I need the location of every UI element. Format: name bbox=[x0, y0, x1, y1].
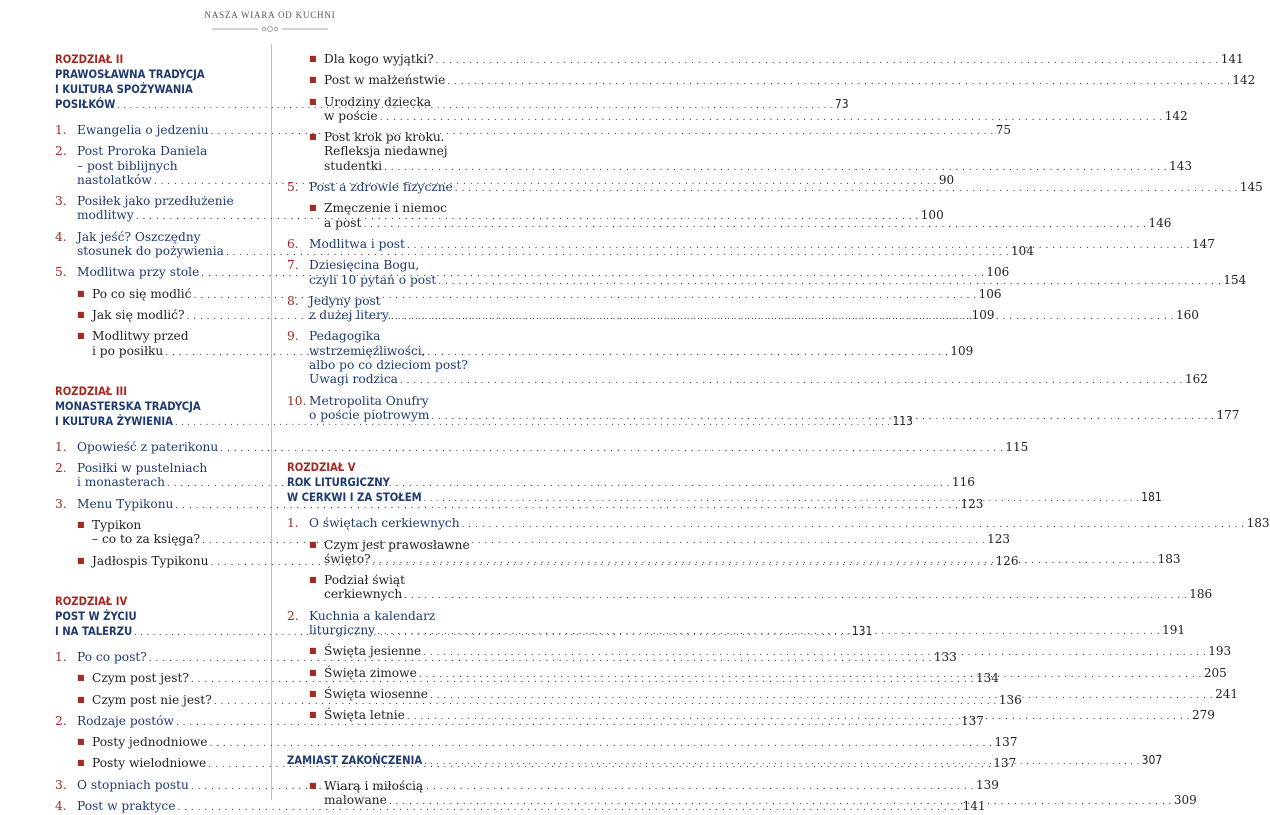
entry-number: 2. bbox=[55, 713, 67, 728]
page-number: 307 bbox=[1141, 752, 1163, 767]
bullet-square-icon: ■ bbox=[77, 309, 85, 319]
chapter-title-line: I KULTURA SPOŻYWANIA bbox=[55, 83, 193, 96]
bullet-square-icon: ■ bbox=[77, 288, 85, 298]
entry-title: o poście piotrowym bbox=[309, 407, 430, 422]
page-number: 100 bbox=[920, 208, 944, 223]
entry-title: Menu Typikonu bbox=[77, 496, 174, 511]
page-number: 160 bbox=[1175, 308, 1199, 323]
bullet-square-icon: ■ bbox=[309, 710, 317, 720]
chapter-title-line: POSIŁKÓW bbox=[55, 98, 116, 111]
toc-subentry[interactable] bbox=[55, 735, 1018, 751]
page-number: 142 bbox=[1164, 108, 1188, 123]
page-number: 139 bbox=[975, 777, 999, 792]
subentry-title: – co to za księga? bbox=[92, 532, 201, 547]
toc-entry[interactable] bbox=[287, 516, 1270, 532]
page-number: 109 bbox=[971, 307, 995, 322]
subentry-title: Czym post nie jest? bbox=[92, 692, 212, 707]
toc-subentry[interactable] bbox=[287, 73, 1256, 89]
entry-title: Metropolita Onufry bbox=[309, 393, 429, 408]
chapter-label: ROZDZIAŁ V bbox=[287, 461, 356, 475]
entry-title: liturgiczny bbox=[309, 623, 376, 638]
page-number: 181 bbox=[1141, 490, 1162, 505]
subentry-title: Święta jesienne bbox=[324, 644, 422, 659]
page-number: 141 bbox=[962, 799, 986, 814]
entry-title: Jedyny post bbox=[309, 293, 381, 308]
entry-title: O stopniach postu bbox=[77, 777, 189, 792]
page-number: 205 bbox=[1203, 665, 1227, 680]
subentry-title: Post krok po kroku. bbox=[324, 130, 445, 145]
subentry-title: Dla kogo wyjątki? bbox=[324, 52, 434, 66]
entry-title: Ewangelia o jedzeniu bbox=[77, 123, 209, 137]
entry-number: 1. bbox=[287, 516, 299, 531]
subentry-title: Refleksja niedawnej bbox=[324, 144, 448, 159]
page-number: 145 bbox=[1239, 180, 1263, 195]
ornament-divider-icon bbox=[210, 24, 330, 34]
page-number: 154 bbox=[1223, 272, 1247, 287]
entry-number: 2. bbox=[55, 461, 67, 476]
entry-title: Opowieść z paterikonu bbox=[77, 439, 219, 454]
entry-title: Post w praktyce bbox=[77, 799, 176, 814]
running-header bbox=[0, 10, 540, 34]
entry-number: 10. bbox=[287, 393, 307, 408]
entry-title: Kuchnia a kalendarz bbox=[309, 608, 436, 623]
page-number: 162 bbox=[1185, 372, 1208, 387]
chapter-title-line: W CERKWI I ZA STOŁEM bbox=[287, 491, 422, 505]
entry-title: stosunek do pożywienia bbox=[77, 244, 224, 259]
chapter-title-line: PRAWOSŁAWNA TRADYCJA bbox=[55, 68, 205, 81]
bullet-square-icon: ■ bbox=[77, 555, 85, 565]
entry-number: 6. bbox=[287, 236, 299, 251]
bullet-square-icon: ■ bbox=[309, 54, 317, 63]
bullet-square-icon: ■ bbox=[77, 758, 85, 768]
page-number: 183 bbox=[1246, 516, 1270, 531]
entry-title: albo po co dzieciom post? bbox=[309, 358, 468, 373]
subentry-title: Post w małżeństwie bbox=[324, 73, 446, 88]
toc-subentry[interactable] bbox=[287, 573, 1213, 604]
bullet-square-icon: ■ bbox=[309, 203, 317, 213]
entry-title: Post a zdrowie fizyczne bbox=[309, 180, 453, 195]
subentry-title: malowane bbox=[324, 792, 387, 807]
entry-title: Posiłek jako przedłużenie bbox=[77, 194, 234, 209]
page-number: 131 bbox=[851, 623, 873, 638]
entry-title: z dużej litery bbox=[309, 308, 389, 323]
subentry-title: Modlitwy przed bbox=[92, 329, 189, 344]
toc-entry[interactable] bbox=[55, 439, 1029, 456]
chapter-title-line: I NA TALERZU bbox=[55, 624, 133, 638]
bullet-square-icon: ■ bbox=[309, 667, 317, 677]
entry-title: – post biblijnych bbox=[77, 158, 178, 173]
page-number: 109 bbox=[950, 343, 974, 358]
chapter-title-line: POST W ŻYCIU bbox=[55, 609, 137, 623]
page-number: 191 bbox=[1162, 623, 1186, 638]
entry-title: czyli 10 pytań o post bbox=[309, 272, 437, 287]
subentry-title: Czym jest prawosławne bbox=[324, 537, 470, 552]
subentry-title: a post bbox=[324, 215, 362, 230]
page-number: 73 bbox=[834, 97, 849, 111]
page-number: 177 bbox=[1216, 407, 1240, 422]
chapter-title-line: ZAMIAST ZAKOŃCZENIA bbox=[287, 753, 423, 767]
page-number: 75 bbox=[995, 123, 1011, 137]
bullet-square-icon: ■ bbox=[309, 539, 317, 549]
entry-number: 2. bbox=[287, 608, 299, 623]
page-number: 104 bbox=[1011, 244, 1034, 259]
subentry-title: studentki bbox=[324, 158, 383, 173]
chapter-title-line: MONASTERSKA TRADYCJA bbox=[55, 399, 201, 413]
chapter-title-line: ROK LITURGICZNY bbox=[287, 476, 390, 490]
page-number: 123 bbox=[987, 532, 1011, 547]
subentry-title: Podział świąt bbox=[324, 573, 406, 588]
subentry-title: Posty wielodniowe bbox=[92, 756, 207, 771]
page-number: 123 bbox=[960, 496, 984, 511]
subentry-title: Po co się modlić bbox=[92, 286, 192, 301]
bullet-square-icon: ■ bbox=[77, 331, 85, 341]
subentry-title: Święta letnie bbox=[324, 708, 405, 723]
entry-title: Modlitwa przy stole bbox=[77, 265, 200, 280]
entry-number: 4. bbox=[55, 799, 67, 814]
entry-number: 3. bbox=[55, 496, 67, 511]
book-title: NASZA WIARA OD KUCHNI bbox=[204, 10, 336, 20]
entry-title: Pedagogika bbox=[309, 329, 381, 344]
subentry-title: Posty jednodniowe bbox=[92, 735, 208, 750]
bullet-square-icon: ■ bbox=[309, 688, 317, 698]
bullet-square-icon: ■ bbox=[309, 132, 317, 142]
entry-title: i monasterach bbox=[77, 475, 165, 490]
subentry-title: Czym post jest? bbox=[92, 671, 189, 686]
subentry-title: Typikon bbox=[92, 518, 142, 533]
entry-number: 2. bbox=[55, 144, 67, 159]
page-number: 146 bbox=[1148, 215, 1172, 230]
bullet-square-icon: ■ bbox=[309, 96, 317, 106]
page-number: 137 bbox=[961, 713, 984, 728]
bullet-square-icon: ■ bbox=[309, 575, 317, 585]
entry-number: 4. bbox=[55, 229, 67, 244]
bullet-square-icon: ■ bbox=[309, 75, 317, 85]
subentry-title: Jak się modlić? bbox=[92, 307, 185, 322]
toc-subentry[interactable] bbox=[287, 52, 1244, 68]
page-number: 115 bbox=[1005, 439, 1029, 454]
page-number: 113 bbox=[892, 413, 914, 428]
chapter-label: ROZDZIAŁ II bbox=[55, 53, 124, 66]
entry-number: 5. bbox=[287, 180, 299, 195]
page-number: 279 bbox=[1191, 708, 1215, 723]
entry-number: 8. bbox=[287, 293, 299, 308]
page-number: 241 bbox=[1215, 686, 1238, 701]
entry-number: 3. bbox=[55, 777, 67, 792]
page-number: 143 bbox=[1169, 158, 1193, 173]
page-number: 141 bbox=[1220, 52, 1244, 66]
page-number: 193 bbox=[1208, 644, 1232, 659]
bullet-square-icon: ■ bbox=[77, 737, 85, 747]
entry-number: 9. bbox=[287, 329, 299, 344]
subentry-title: święto? bbox=[324, 551, 371, 566]
subentry-title: Zmęczenie i niemoc bbox=[324, 201, 447, 216]
page-number: 90 bbox=[938, 172, 955, 187]
entry-number: 5. bbox=[55, 265, 67, 280]
subentry-title: Wiarą i miłością bbox=[324, 778, 424, 793]
page-number: 134 bbox=[975, 671, 999, 686]
chapter-title-line: I KULTURA ŻYWIENIA bbox=[55, 414, 173, 428]
subentry-title: cerkiewnych bbox=[324, 587, 403, 602]
bullet-square-icon: ■ bbox=[309, 646, 317, 656]
entry-title: Rodzaje postów bbox=[77, 713, 174, 728]
page-number: 126 bbox=[995, 553, 1019, 568]
page-number: 137 bbox=[994, 735, 1018, 750]
page-number: 183 bbox=[1157, 551, 1181, 566]
entry-title: wstrzemięźliwości, bbox=[309, 343, 426, 358]
subentry-title: w poście bbox=[324, 108, 378, 123]
page-number: 309 bbox=[1173, 792, 1197, 807]
page-number: 133 bbox=[933, 649, 957, 664]
chapter-label: ROZDZIAŁ III bbox=[55, 384, 127, 398]
subentry-title: Święta zimowe bbox=[324, 665, 417, 680]
entry-number: 3. bbox=[55, 194, 67, 209]
entry-number: 7. bbox=[287, 258, 299, 273]
entry-title: Post Proroka Daniela bbox=[77, 144, 208, 159]
entry-title: O świętach cerkiewnych bbox=[309, 516, 460, 531]
page-number: 106 bbox=[978, 286, 1002, 301]
entry-title: nastolatków bbox=[77, 172, 152, 187]
page-number: 147 bbox=[1192, 236, 1215, 251]
bullet-square-icon: ■ bbox=[77, 673, 85, 683]
page-number: 106 bbox=[986, 265, 1010, 280]
subentry-title: Urodziny dziecka bbox=[324, 94, 431, 109]
entry-number: 1. bbox=[55, 649, 67, 664]
subentry-title: Święta wiosenne bbox=[324, 686, 428, 701]
page-number: 116 bbox=[952, 475, 975, 490]
entry-title: Po co post? bbox=[77, 649, 147, 664]
entry-title: modlitwy bbox=[77, 208, 134, 223]
subentry-title: Jadłospis Typikonu bbox=[92, 553, 209, 568]
toc-entry[interactable] bbox=[287, 180, 1263, 196]
entry-title: Uwagi rodzica bbox=[309, 372, 398, 387]
bullet-square-icon: ■ bbox=[309, 780, 317, 790]
entry-title: Dziesięcina Bogu, bbox=[309, 258, 420, 273]
entry-title: Modlitwa i post bbox=[309, 236, 405, 251]
page-number: 137 bbox=[993, 756, 1017, 771]
page-number: 186 bbox=[1189, 587, 1213, 602]
entry-title: Jak jeść? Oszczędny bbox=[77, 229, 201, 244]
entry-title: Posiłki w pustelniach bbox=[77, 461, 208, 476]
entry-number: 1. bbox=[55, 123, 67, 137]
chapter-label: ROZDZIAŁ IV bbox=[55, 594, 128, 608]
bullet-square-icon: ■ bbox=[77, 694, 85, 704]
subentry-title: i po posiłku bbox=[92, 343, 164, 358]
page-number: 142 bbox=[1232, 73, 1256, 88]
entry-number: 1. bbox=[55, 439, 67, 454]
bullet-square-icon: ■ bbox=[77, 520, 85, 530]
page-number: 136 bbox=[998, 692, 1022, 707]
